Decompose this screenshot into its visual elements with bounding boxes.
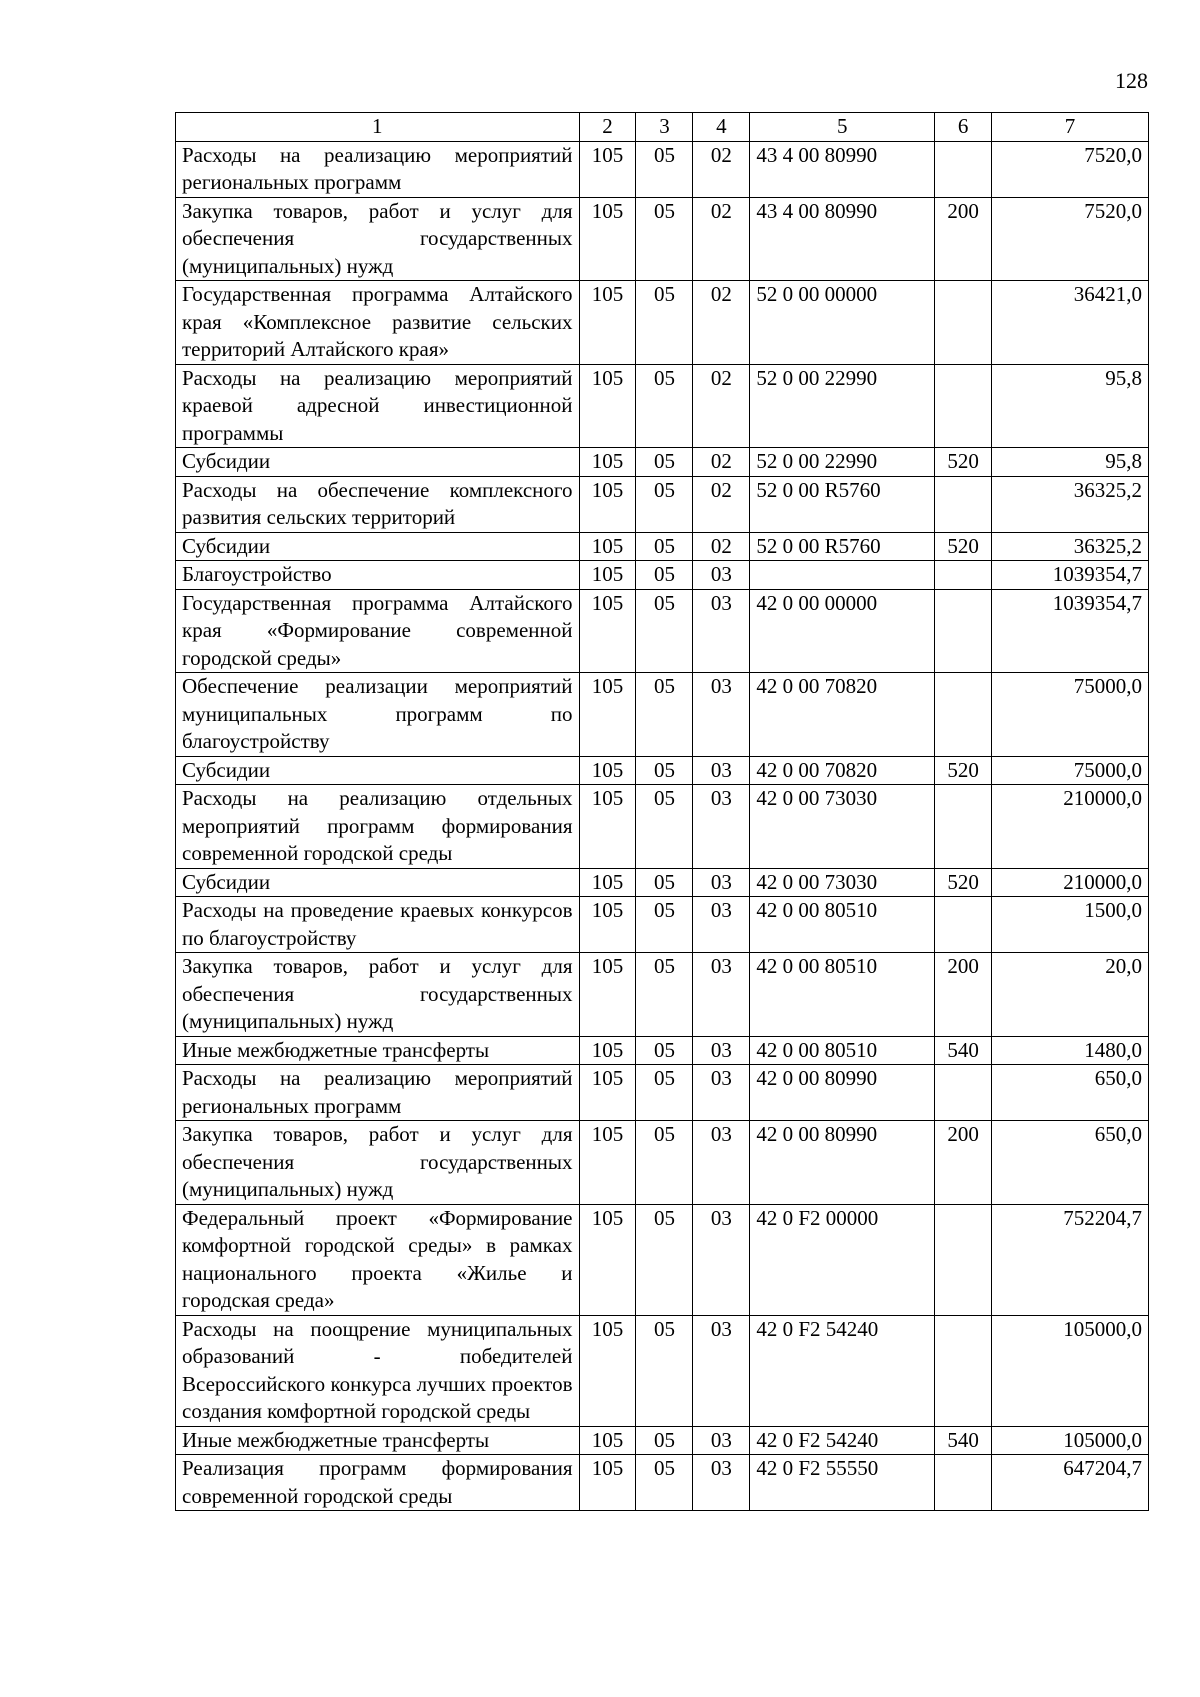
target-article-cell: 43 4 00 80990 xyxy=(750,197,935,281)
ministry-code-cell: 105 xyxy=(579,589,636,673)
table-header-row xyxy=(176,113,1149,142)
section-code-cell: 05 xyxy=(636,673,693,757)
target-article-cell: 42 0 00 70820 xyxy=(750,756,935,785)
ministry-code-cell: 105 xyxy=(579,1036,636,1065)
target-article-cell: 42 0 00 73030 xyxy=(750,868,935,897)
subsection-code-cell: 03 xyxy=(693,1455,750,1511)
target-article-cell: 42 0 00 73030 xyxy=(750,785,935,869)
expense-name-cell: Государственная программа Алтайского края «Комплексное развитие сельских территорий Алтайского края» xyxy=(176,281,580,365)
expense-name-cell: Расходы на реализацию мероприятий региональных программ xyxy=(176,1065,580,1121)
table-row xyxy=(176,1065,1149,1121)
section-code-cell: 05 xyxy=(636,756,693,785)
expense-name-cell: Субсидии xyxy=(176,532,580,561)
table-row xyxy=(176,1036,1149,1065)
section-code-cell: 05 xyxy=(636,1426,693,1455)
subsection-code-cell: 02 xyxy=(693,532,750,561)
table-row xyxy=(176,561,1149,590)
section-code-cell: 05 xyxy=(636,448,693,477)
subsection-code-cell: 03 xyxy=(693,1036,750,1065)
expense-type-cell xyxy=(935,1204,992,1315)
amount-cell: 1039354,7 xyxy=(992,561,1149,590)
column-header: 7 xyxy=(992,113,1149,142)
section-code-cell: 05 xyxy=(636,364,693,448)
section-code-cell: 05 xyxy=(636,141,693,197)
target-article-cell: 52 0 00 R5760 xyxy=(750,532,935,561)
ministry-code-cell: 105 xyxy=(579,1204,636,1315)
expense-type-cell xyxy=(935,785,992,869)
amount-cell: 36325,2 xyxy=(992,476,1149,532)
amount-cell: 75000,0 xyxy=(992,756,1149,785)
expense-name-cell: Расходы на проведение краевых конкурсов по благоустройству xyxy=(176,897,580,953)
column-header: 2 xyxy=(579,113,636,142)
section-code-cell: 05 xyxy=(636,868,693,897)
target-article-cell: 42 0 F2 54240 xyxy=(750,1315,935,1426)
target-article-cell: 42 0 00 80990 xyxy=(750,1065,935,1121)
amount-cell: 36325,2 xyxy=(992,532,1149,561)
subsection-code-cell: 02 xyxy=(693,141,750,197)
target-article-cell: 42 0 F2 54240 xyxy=(750,1426,935,1455)
expense-type-cell xyxy=(935,141,992,197)
section-code-cell: 05 xyxy=(636,1204,693,1315)
table-row xyxy=(176,364,1149,448)
expense-name-cell: Реализация программ формирования современной городской среды xyxy=(176,1455,580,1511)
amount-cell: 1480,0 xyxy=(992,1036,1149,1065)
target-article-cell: 42 0 00 70820 xyxy=(750,673,935,757)
amount-cell: 1039354,7 xyxy=(992,589,1149,673)
subsection-code-cell: 02 xyxy=(693,476,750,532)
section-code-cell: 05 xyxy=(636,476,693,532)
table-row xyxy=(176,953,1149,1037)
amount-cell: 210000,0 xyxy=(992,868,1149,897)
expense-type-cell xyxy=(935,1065,992,1121)
table-row xyxy=(176,141,1149,197)
ministry-code-cell: 105 xyxy=(579,953,636,1037)
subsection-code-cell: 03 xyxy=(693,673,750,757)
page-number: 128 xyxy=(1115,68,1148,93)
amount-cell: 105000,0 xyxy=(992,1315,1149,1426)
target-article-cell: 42 0 F2 00000 xyxy=(750,1204,935,1315)
target-article-cell: 42 0 F2 55550 xyxy=(750,1455,935,1511)
subsection-code-cell: 03 xyxy=(693,868,750,897)
expense-type-cell xyxy=(935,1455,992,1511)
subsection-code-cell: 03 xyxy=(693,589,750,673)
section-code-cell: 05 xyxy=(636,561,693,590)
column-header: 6 xyxy=(935,113,992,142)
expense-type-cell: 520 xyxy=(935,868,992,897)
expense-type-cell xyxy=(935,673,992,757)
table-row xyxy=(176,476,1149,532)
subsection-code-cell: 03 xyxy=(693,561,750,590)
subsection-code-cell: 03 xyxy=(693,756,750,785)
ministry-code-cell: 105 xyxy=(579,785,636,869)
subsection-code-cell: 02 xyxy=(693,197,750,281)
section-code-cell: 05 xyxy=(636,1065,693,1121)
expense-type-cell xyxy=(935,364,992,448)
section-code-cell: 05 xyxy=(636,785,693,869)
section-code-cell: 05 xyxy=(636,281,693,365)
section-code-cell: 05 xyxy=(636,1455,693,1511)
subsection-code-cell: 02 xyxy=(693,448,750,477)
expense-type-cell: 200 xyxy=(935,197,992,281)
target-article-cell: 42 0 00 80510 xyxy=(750,953,935,1037)
table-row xyxy=(176,897,1149,953)
expense-name-cell: Субсидии xyxy=(176,756,580,785)
expense-name-cell: Иные межбюджетные трансферты xyxy=(176,1426,580,1455)
expense-name-cell: Закупка товаров, работ и услуг для обеспечения государственных (муниципальных) нужд xyxy=(176,197,580,281)
ministry-code-cell: 105 xyxy=(579,281,636,365)
target-article-cell xyxy=(750,561,935,590)
subsection-code-cell: 02 xyxy=(693,281,750,365)
expense-name-cell: Обеспечение реализации мероприятий муниципальных программ по благоустройству xyxy=(176,673,580,757)
table-row xyxy=(176,756,1149,785)
expense-name-cell: Иные межбюджетные трансферты xyxy=(176,1036,580,1065)
column-header: 1 xyxy=(176,113,580,142)
section-code-cell: 05 xyxy=(636,1121,693,1205)
expense-name-cell: Расходы на реализацию мероприятий региональных программ xyxy=(176,141,580,197)
expense-name-cell: Расходы на поощрение муниципальных образований - победителей Всероссийского конкурса лучших проектов создания комфортной городской среды xyxy=(176,1315,580,1426)
amount-cell: 1500,0 xyxy=(992,897,1149,953)
expense-type-cell: 200 xyxy=(935,1121,992,1205)
expense-type-cell xyxy=(935,561,992,590)
target-article-cell: 52 0 00 22990 xyxy=(750,448,935,477)
table-row xyxy=(176,281,1149,365)
amount-cell: 650,0 xyxy=(992,1121,1149,1205)
amount-cell: 210000,0 xyxy=(992,785,1149,869)
ministry-code-cell: 105 xyxy=(579,1315,636,1426)
subsection-code-cell: 03 xyxy=(693,1121,750,1205)
expense-type-cell: 200 xyxy=(935,953,992,1037)
target-article-cell: 42 0 00 80510 xyxy=(750,897,935,953)
ministry-code-cell: 105 xyxy=(579,1426,636,1455)
section-code-cell: 05 xyxy=(636,532,693,561)
expense-name-cell: Субсидии xyxy=(176,868,580,897)
section-code-cell: 05 xyxy=(636,953,693,1037)
table-row xyxy=(176,1121,1149,1205)
amount-cell: 95,8 xyxy=(992,364,1149,448)
amount-cell: 752204,7 xyxy=(992,1204,1149,1315)
subsection-code-cell: 03 xyxy=(693,1426,750,1455)
target-article-cell: 52 0 00 00000 xyxy=(750,281,935,365)
table-row xyxy=(176,197,1149,281)
ministry-code-cell: 105 xyxy=(579,868,636,897)
expense-type-cell: 540 xyxy=(935,1426,992,1455)
section-code-cell: 05 xyxy=(636,589,693,673)
ministry-code-cell: 105 xyxy=(579,197,636,281)
ministry-code-cell: 105 xyxy=(579,141,636,197)
table-row xyxy=(176,1455,1149,1511)
expense-type-cell xyxy=(935,476,992,532)
ministry-code-cell: 105 xyxy=(579,756,636,785)
section-code-cell: 05 xyxy=(636,1315,693,1426)
amount-cell: 7520,0 xyxy=(992,197,1149,281)
ministry-code-cell: 105 xyxy=(579,673,636,757)
section-code-cell: 05 xyxy=(636,1036,693,1065)
subsection-code-cell: 03 xyxy=(693,785,750,869)
subsection-code-cell: 03 xyxy=(693,1065,750,1121)
expense-name-cell: Государственная программа Алтайского края «Формирование современной городской среды» xyxy=(176,589,580,673)
ministry-code-cell: 105 xyxy=(579,897,636,953)
expense-name-cell: Расходы на обеспечение комплексного развития сельских территорий xyxy=(176,476,580,532)
expense-type-cell: 520 xyxy=(935,448,992,477)
expense-type-cell xyxy=(935,897,992,953)
amount-cell: 20,0 xyxy=(992,953,1149,1037)
column-header: 5 xyxy=(750,113,935,142)
ministry-code-cell: 105 xyxy=(579,561,636,590)
table-row xyxy=(176,589,1149,673)
expense-name-cell: Благоустройство xyxy=(176,561,580,590)
ministry-code-cell: 105 xyxy=(579,532,636,561)
table-row xyxy=(176,673,1149,757)
table-row xyxy=(176,532,1149,561)
subsection-code-cell: 02 xyxy=(693,364,750,448)
expense-type-cell xyxy=(935,589,992,673)
table-row xyxy=(176,1315,1149,1426)
column-header: 4 xyxy=(693,113,750,142)
ministry-code-cell: 105 xyxy=(579,476,636,532)
expense-name-cell: Закупка товаров, работ и услуг для обеспечения государственных (муниципальных) нужд xyxy=(176,953,580,1037)
amount-cell: 75000,0 xyxy=(992,673,1149,757)
table-row xyxy=(176,448,1149,477)
expense-name-cell: Расходы на реализацию отдельных мероприятий программ формирования современной городской среды xyxy=(176,785,580,869)
expense-name-cell: Федеральный проект «Формирование комфортной городской среды» в рамках национального проекта «Жилье и городская среда» xyxy=(176,1204,580,1315)
expense-type-cell xyxy=(935,1315,992,1426)
table-row xyxy=(176,785,1149,869)
amount-cell: 7520,0 xyxy=(992,141,1149,197)
subsection-code-cell: 03 xyxy=(693,953,750,1037)
target-article-cell: 52 0 00 22990 xyxy=(750,364,935,448)
amount-cell: 95,8 xyxy=(992,448,1149,477)
target-article-cell: 42 0 00 80990 xyxy=(750,1121,935,1205)
subsection-code-cell: 03 xyxy=(693,1315,750,1426)
ministry-code-cell: 105 xyxy=(579,448,636,477)
expense-name-cell: Расходы на реализацию мероприятий краевой адресной инвестиционной программы xyxy=(176,364,580,448)
target-article-cell: 52 0 00 R5760 xyxy=(750,476,935,532)
target-article-cell: 42 0 00 00000 xyxy=(750,589,935,673)
expense-type-cell xyxy=(935,281,992,365)
ministry-code-cell: 105 xyxy=(579,1121,636,1205)
expense-name-cell: Закупка товаров, работ и услуг для обеспечения государственных (муниципальных) нужд xyxy=(176,1121,580,1205)
amount-cell: 36421,0 xyxy=(992,281,1149,365)
column-header: 3 xyxy=(636,113,693,142)
ministry-code-cell: 105 xyxy=(579,1065,636,1121)
subsection-code-cell: 03 xyxy=(693,897,750,953)
table-row xyxy=(176,1426,1149,1455)
ministry-code-cell: 105 xyxy=(579,1455,636,1511)
table-row xyxy=(176,1204,1149,1315)
table-row xyxy=(176,868,1149,897)
section-code-cell: 05 xyxy=(636,197,693,281)
expense-name-cell: Субсидии xyxy=(176,448,580,477)
expense-type-cell: 520 xyxy=(935,532,992,561)
ministry-code-cell: 105 xyxy=(579,364,636,448)
target-article-cell: 42 0 00 80510 xyxy=(750,1036,935,1065)
amount-cell: 647204,7 xyxy=(992,1455,1149,1511)
expense-type-cell: 540 xyxy=(935,1036,992,1065)
amount-cell: 105000,0 xyxy=(992,1426,1149,1455)
target-article-cell: 43 4 00 80990 xyxy=(750,141,935,197)
subsection-code-cell: 03 xyxy=(693,1204,750,1315)
budget-table xyxy=(175,112,1149,1511)
expense-type-cell: 520 xyxy=(935,756,992,785)
section-code-cell: 05 xyxy=(636,897,693,953)
amount-cell: 650,0 xyxy=(992,1065,1149,1121)
